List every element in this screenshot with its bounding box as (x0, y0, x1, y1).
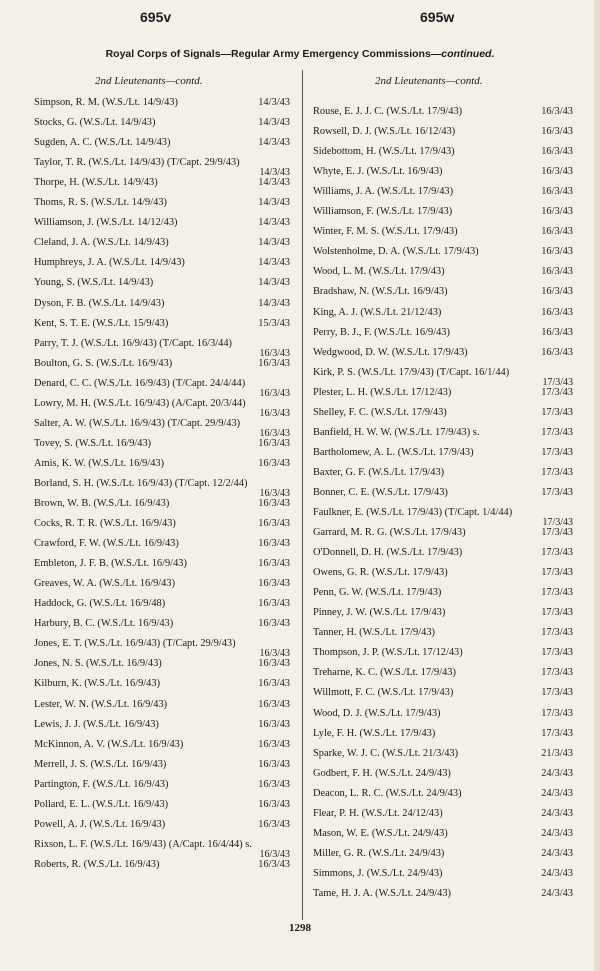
entry-name: Thoms, R. S. (W.S./Lt. 14/9/43) (34, 197, 167, 209)
entry-date: 16/3/43 (258, 498, 290, 509)
entry-date: 24/3/43 (541, 887, 573, 899)
entry-date: 16/3/43 (258, 858, 290, 870)
entry-date: 17/3/43 (541, 667, 573, 679)
entry-date: 14/3/43 (258, 117, 290, 129)
entry-date: 17/3/43 (541, 627, 573, 639)
entry-date: 16/3/43 (541, 346, 573, 358)
entry-date: 14/3/43 (258, 177, 290, 189)
entry-name: Godbert, F. H. (W.S./Lt. 24/9/43) (313, 767, 451, 779)
entry-date: 16/3/43 (541, 166, 573, 178)
entry-date: 16/3/43 (258, 778, 290, 790)
entry-date: 16/3/43 (258, 618, 290, 630)
entry-name: Crawford, F. W. (W.S./Lt. 16/9/43) (34, 538, 179, 550)
entry-name: Flear, P. H. (W.S./Lt. 24/12/43) (313, 807, 443, 819)
entry-name: Harbury, B. C. (W.S./Lt. 16/9/43) (34, 618, 174, 630)
entry-name: Wolstenholme, D. A. (W.S./Lt. 17/9/43) (313, 246, 479, 258)
entry-date: 17/3/43 (541, 527, 573, 539)
entry-date: 17/3/43 (541, 446, 573, 458)
entry-name: Kirk, P. S. (W.S./Lt. 17/9/43) (T/Capt. 16/1/44) (313, 366, 510, 378)
entry-name: Cocks, R. T. R. (W.S./Lt. 16/9/43) (34, 518, 176, 530)
entry-date: 17/3/43 (542, 376, 573, 388)
entry-name: Willmott, F. C. (W.S./Lt. 17/9/43) (313, 687, 454, 699)
entry-date: 14/3/43 (258, 217, 290, 229)
entry-date: 14/3/43 (258, 97, 290, 108)
entry-date: 16/3/43 (541, 206, 573, 218)
entry-date: 16/3/43 (258, 357, 290, 369)
entry-date: 17/3/43 (541, 567, 573, 579)
entry-date: 14/3/43 (258, 197, 290, 209)
entry-date: 16/3/43 (258, 718, 290, 730)
entry-name: Salter, A. W. (W.S./Lt. 16/9/43) (T/Capt. 29/9/43) (34, 417, 241, 429)
entry-name: Pollard, E. L. (W.S./Lt. 16/9/43) (34, 798, 169, 810)
entry-date: 16/3/43 (541, 326, 573, 338)
entry-date: 24/3/43 (541, 767, 573, 779)
entry-date: 16/3/43 (258, 678, 290, 690)
page-heading (0, 48, 600, 60)
entry-date: 16/3/43 (541, 106, 573, 117)
entry-date: 14/3/43 (258, 297, 290, 309)
entry-name: Perry, B. J., F. (W.S./Lt. 16/9/43) (313, 326, 450, 338)
entry-name: Thorpe, H. (W.S./Lt. 14/9/43) (34, 177, 158, 189)
heading-continued: continued. (441, 48, 495, 60)
entry-date: 16/3/43 (259, 347, 290, 359)
entry-date: 16/3/43 (541, 246, 573, 258)
entry-name: Young, S. (W.S./Lt. 14/9/43) (34, 277, 154, 289)
entry-name: Pinney, J. W. (W.S./Lt. 17/9/43) (313, 607, 446, 619)
entry-date: 16/3/43 (258, 798, 290, 810)
entry-date: 14/3/43 (258, 237, 290, 249)
entry-name: Lester, W. N. (W.S./Lt. 16/9/43) (34, 698, 168, 710)
entry-name: Parry, T. J. (W.S./Lt. 16/9/43) (T/Capt. 16/3/44) (34, 337, 232, 349)
entry-date: 16/3/43 (258, 538, 290, 550)
entry-date: 24/3/43 (541, 787, 573, 799)
entry-date: 16/3/43 (259, 427, 290, 439)
entry-name: Bradshaw, N. (W.S./Lt. 16/9/43) (313, 286, 448, 298)
entry-date: 16/3/43 (541, 306, 573, 318)
entry-name: Williams, J. A. (W.S./Lt. 17/9/43) (313, 186, 454, 198)
entry-date: 16/3/43 (259, 407, 290, 419)
entry-date: 24/3/43 (541, 807, 573, 819)
entry-date: 24/3/43 (541, 847, 573, 859)
entry-name: Simpson, R. M. (W.S./Lt. 14/9/43) (34, 97, 178, 108)
entry-date: 24/3/43 (541, 827, 573, 839)
entry-name: Baxter, G. F. (W.S./Lt. 17/9/43) (313, 466, 445, 478)
entry-date: 16/3/43 (258, 457, 290, 469)
entry-date: 16/3/43 (258, 698, 290, 710)
entry-name: Boulton, G. S. (W.S./Lt. 16/9/43) (34, 357, 173, 369)
entry-name: Wood, L. M. (W.S./Lt. 17/9/43) (313, 266, 445, 278)
page-number-left: 695v (140, 9, 172, 25)
entry-name: Partington, F. (W.S./Lt. 16/9/43) (34, 778, 169, 790)
entry-name: Rouse, E. J. J. C. (W.S./Lt. 17/9/43) (313, 106, 463, 117)
entry-name: Borland, S. H. (W.S./Lt. 16/9/43) (T/Capt. 12/2/44) (34, 477, 248, 489)
entry-date: 17/3/43 (541, 647, 573, 659)
entry-name: Penn, G. W. (W.S./Lt. 17/9/43) (313, 587, 442, 599)
entry-name: O'Donnell, D. H. (W.S./Lt. 17/9/43) (313, 547, 463, 559)
entry-date: 16/3/43 (258, 738, 290, 750)
entry-date: 16/3/43 (259, 648, 290, 660)
entry-name: McKinnon, A. V. (W.S./Lt. 16/9/43) (34, 738, 184, 750)
entry-name: Sidebottom, H. (W.S./Lt. 17/9/43) (313, 146, 455, 158)
entry-date: 16/3/43 (259, 848, 290, 860)
entry-date: 16/3/43 (541, 186, 573, 198)
entry-date: 14/3/43 (259, 167, 290, 179)
entry-date: 16/3/43 (259, 487, 290, 499)
entry-name: Winter, F. M. S. (W.S./Lt. 17/9/43) (313, 226, 458, 238)
heading-title: Royal Corps of Signals—Regular Army Emergency Commissions— (105, 48, 442, 60)
entry-name: Garrard, M. R. G. (W.S./Lt. 17/9/43) (313, 527, 466, 539)
entry-name: Sparke, W. J. C. (W.S./Lt. 21/3/43) (313, 747, 459, 759)
entry-name: Kilburn, K. (W.S./Lt. 16/9/43) (34, 678, 161, 690)
entry-name: Williamson, J. (W.S./Lt. 14/12/43) (34, 217, 178, 229)
entry-name: Stocks, G. (W.S./Lt. 14/9/43) (34, 117, 156, 129)
entry-date: 17/3/43 (541, 386, 573, 398)
entry-name: Deacon, L. R. C. (W.S./Lt. 24/9/43) (313, 787, 462, 799)
entry-name: Owens, G. R. (W.S./Lt. 17/9/43) (313, 567, 448, 579)
entry-name: Banfield, H. W. W. (W.S./Lt. 17/9/43) s. (313, 426, 480, 438)
entry-date: 16/3/43 (258, 437, 290, 449)
column-divider (302, 70, 303, 920)
entry-name: Rowsell, D. J. (W.S./Lt. 16/12/43) (313, 126, 456, 138)
entry-date: 15/3/43 (258, 317, 290, 329)
entry-date: 16/3/43 (541, 146, 573, 158)
entry-name: Tanner, H. (W.S./Lt. 17/9/43) (313, 627, 435, 639)
entry-name: Tame, H. J. A. (W.S./Lt. 24/9/43) (313, 887, 451, 899)
entry-date: 14/3/43 (258, 277, 290, 289)
entry-date: 14/3/43 (258, 257, 290, 269)
entry-name: Denard, C. C. (W.S./Lt. 16/9/43) (T/Capt. 24/4/44) (34, 377, 246, 389)
entry-date: 17/3/43 (541, 426, 573, 438)
entry-name: Greaves, W. A. (W.S./Lt. 16/9/43) (34, 578, 176, 590)
entry-name: Sugden, A. C. (W.S./Lt. 14/9/43) (34, 137, 171, 149)
entry-name: Dyson, F. B. (W.S./Lt. 14/9/43) (34, 297, 165, 309)
page-edge (594, 0, 600, 971)
entry-date: 17/3/43 (541, 466, 573, 478)
entry-date: 16/3/43 (258, 658, 290, 670)
entry-date: 16/3/43 (258, 558, 290, 570)
page-footer-number: 1298 (289, 922, 311, 934)
entry-date: 21/3/43 (541, 747, 573, 759)
entry-name: Bartholomew, A. L. (W.S./Lt. 17/9/43) (313, 446, 474, 458)
entry-date: 17/3/43 (541, 486, 573, 498)
entry-date: 16/3/43 (541, 126, 573, 138)
entry-name: Amis, K. W. (W.S./Lt. 16/9/43) (34, 457, 165, 469)
entry-name: Powell, A. J. (W.S./Lt. 16/9/43) (34, 818, 166, 830)
entry-name: Miller, G. R. (W.S./Lt. 24/9/43) (313, 847, 445, 859)
entry-date: 24/3/43 (541, 867, 573, 879)
entry-name: Faulkner, E. (W.S./Lt. 17/9/43) (T/Capt. 1/4/44) (313, 507, 513, 518)
entry-name: Rixson, L. F. (W.S./Lt. 16/9/43) (A/Capt. 16/4/44) s. (34, 838, 252, 850)
entry-name: Wedgwood, D. W. (W.S./Lt. 17/9/43) (313, 346, 468, 358)
entry-date: 17/3/43 (541, 587, 573, 599)
entry-name: Jones, N. S. (W.S./Lt. 16/9/43) (34, 658, 162, 670)
entry-date: 17/3/43 (541, 687, 573, 699)
entry-name: Lyle, F. H. (W.S./Lt. 17/9/43) (313, 727, 436, 739)
entry-date: 14/3/43 (258, 137, 290, 149)
entry-name: Taylor, T. R. (W.S./Lt. 14/9/43) (T/Capt. 29/9/43) (34, 157, 240, 169)
entry-date: 16/3/43 (258, 598, 290, 610)
rank-heading-left: 2nd Lieutenants—contd. (95, 75, 203, 87)
entry-name: Merrell, J. S. (W.S./Lt. 16/9/43) (34, 758, 167, 770)
entry-name: Embleton, J. F. B. (W.S./Lt. 16/9/43) (34, 558, 187, 570)
entry-date: 17/3/43 (541, 607, 573, 619)
entry-date: 16/3/43 (541, 266, 573, 278)
entry-name: Treharne, K. C. (W.S./Lt. 17/9/43) (313, 667, 456, 679)
entry-name: Tovey, S. (W.S./Lt. 16/9/43) (34, 437, 152, 449)
entry-date: 16/3/43 (258, 758, 290, 770)
entry-date: 16/3/43 (541, 226, 573, 238)
entry-name: Shelley, F. C. (W.S./Lt. 17/9/43) (313, 406, 447, 418)
entry-name: Lewis, J. J. (W.S./Lt. 16/9/43) (34, 718, 159, 730)
entry-date: 17/3/43 (541, 547, 573, 559)
entry-name: Wood, D. J. (W.S./Lt. 17/9/43) (313, 707, 441, 719)
entry-date: 17/3/43 (541, 727, 573, 739)
entry-date: 16/3/43 (258, 578, 290, 590)
entry-date: 16/3/43 (541, 286, 573, 298)
entry-date: 16/3/43 (259, 387, 290, 399)
entry-date: 17/3/43 (541, 707, 573, 719)
entry-date: 16/3/43 (258, 818, 290, 830)
page-number-right: 695w (420, 9, 455, 25)
entry-name: Whyte, E. J. (W.S./Lt. 16/9/43) (313, 166, 443, 178)
entry-name: Thompson, J. P. (W.S./Lt. 17/12/43) (313, 647, 463, 659)
entry-date: 17/3/43 (541, 406, 573, 418)
entry-name: Brown, W. B. (W.S./Lt. 16/9/43) (34, 498, 170, 509)
rank-heading-right: 2nd Lieutenants—contd. (375, 75, 483, 87)
entry-name: Cleland, J. A. (W.S./Lt. 14/9/43) (34, 237, 169, 249)
entry-name: Plester, L. H. (W.S./Lt. 17/12/43) (313, 386, 452, 398)
entry-name: Simmons, J. (W.S./Lt. 24/9/43) (313, 867, 443, 879)
entry-name: Humphreys, J. A. (W.S./Lt. 14/9/43) (34, 257, 185, 269)
entry-name: Kent, S. T. E. (W.S./Lt. 15/9/43) (34, 317, 169, 329)
entry-name: Roberts, R. (W.S./Lt. 16/9/43) (34, 858, 160, 870)
entry-name: Mason, W. E. (W.S./Lt. 24/9/43) (313, 827, 448, 839)
entry-date: 17/3/43 (542, 517, 573, 528)
entry-name: Haddock, G. (W.S./Lt. 16/9/48) (34, 598, 166, 610)
entry-name: Lowry, M. H. (W.S./Lt. 16/9/43) (A/Capt. 20/3/44) (34, 397, 246, 409)
entry-date: 16/3/43 (258, 518, 290, 530)
entry-name: Jones, E. T. (W.S./Lt. 16/9/43) (T/Capt. 29/9/43) (34, 638, 236, 650)
entry-name: Williamson, F. (W.S./Lt. 17/9/43) (313, 206, 453, 218)
entry-name: Bonner, C. E. (W.S./Lt. 17/9/43) (313, 486, 448, 498)
entry-name: King, A. J. (W.S./Lt. 21/12/43) (313, 306, 442, 318)
